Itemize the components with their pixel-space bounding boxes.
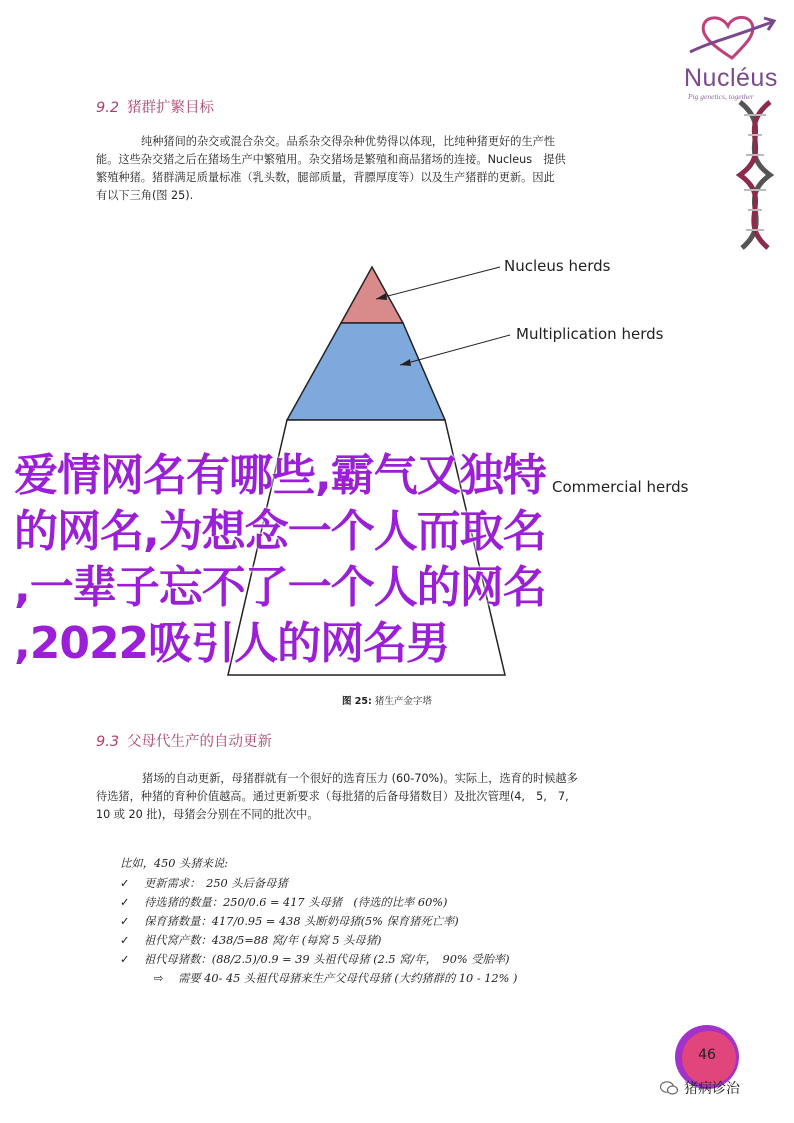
headline-line: 的网名,为想念一个人而取名 — [14, 506, 546, 557]
pyramid-top-tier — [341, 267, 403, 323]
check-icon: ✓ — [120, 877, 130, 890]
check-icon: ✓ — [120, 915, 130, 928]
pyramid-middle-tier — [287, 323, 445, 420]
headline-line: ,一辈子忘不了一个人的网名 — [14, 562, 546, 613]
example-item: ✓ 祖代窝产数：438/5=88 窝/年 (每窝 5 头母猪) — [120, 931, 517, 950]
check-icon: ✓ — [120, 953, 130, 966]
paragraph-line: 有以下三角(图 25). — [96, 189, 194, 202]
caption-label: 图 25: — [342, 696, 372, 707]
dna-helix-icon — [730, 100, 780, 250]
section-9-3-body — [96, 770, 706, 824]
caption-text: 猪生产金字塔 — [371, 696, 432, 707]
section-title: 猪群扩繁目标 — [127, 100, 215, 116]
headline-line: ,2022吸引人的网名男 — [14, 618, 450, 669]
wechat-icon — [660, 1081, 678, 1095]
example-item: ✓ 更新需求： 250 头后备母猪 — [120, 874, 517, 893]
example-conclusion: ⇨ 需要 40- 45 头祖代母猪来生产父母代母猪 (大约猪群的 10 - 12% ) — [120, 969, 517, 988]
example-list — [120, 874, 517, 988]
paragraph-line: 待选猪，种猪的育种价值越高。通过更新要求（每批猪的后备母猪数目）及批次管理(4, 5, 7, — [96, 790, 569, 803]
section-number: 9.3 — [96, 734, 120, 750]
logo-tagline: Pig genetics, together — [688, 92, 754, 101]
example-item: ✓ 待选猪的数量：250/0.6 = 417 头母猪 (待选的比率 60%) — [120, 893, 517, 912]
paragraph-line: 猪场的自动更新，母猪群就有一个很好的选育压力 (60-70%)。实际上，选育的时候越多 — [142, 772, 578, 785]
headline-line: 爱情网名有哪些,霸气又独特 — [14, 450, 546, 501]
section-9-2-heading — [96, 96, 214, 117]
paragraph-line: 10 或 20 批)，母猪会分别在不同的批次中。 — [96, 808, 319, 821]
section-title: 父母代生产的自动更新 — [127, 734, 273, 750]
section-number: 9.2 — [96, 100, 120, 116]
page-number: 46 — [698, 1047, 716, 1063]
check-icon: ✓ — [120, 896, 130, 909]
overlay-headline — [14, 448, 774, 672]
arrow-right-icon: ⇨ — [154, 972, 164, 985]
nucleus-logo — [680, 12, 780, 102]
footer-text: 猪病诊治 — [684, 1081, 740, 1097]
figure-caption — [342, 693, 432, 707]
label-multiplication-herds: Multiplication herds — [516, 325, 664, 343]
label-nucleus-herds: Nucleus herds — [504, 257, 611, 275]
paragraph-line: 繁殖种猪。猪群满足质量标准（乳头数，腿部质量，背膘厚度等）以及生产猪群的更新。因此 — [96, 171, 555, 184]
example-item: ✓ 保育猪数量：417/0.95 = 438 头断奶母猪(5% 保育猪死亡率) — [120, 912, 517, 931]
paragraph-line: 能。这些杂交猪之后在猪场生产中繁殖用。杂交猪场是繁殖和商品猪场的连接。Nucleus 提供 — [96, 153, 566, 166]
example-intro: 比如，450 头猪来说: — [120, 857, 229, 870]
check-icon: ✓ — [120, 934, 130, 947]
paragraph-line: 纯种猪间的杂交或混合杂交。品系杂交得杂种优势得以体现，比纯种猪更好的生产性 — [141, 135, 555, 148]
section-9-2-body — [96, 133, 706, 205]
logo-name: Nucléus — [684, 64, 778, 92]
footer-watermark — [660, 1078, 740, 1098]
label-commercial-herds: Commercial herds — [552, 478, 689, 496]
heart-symbol-icon — [680, 12, 780, 64]
example-item: ✓ 祖代母猪数：(88/2.5)/0.9 = 39 头祖代母猪 (2.5 窝/年， 90% 受胎率) — [120, 950, 517, 969]
section-9-3-heading — [96, 730, 272, 751]
